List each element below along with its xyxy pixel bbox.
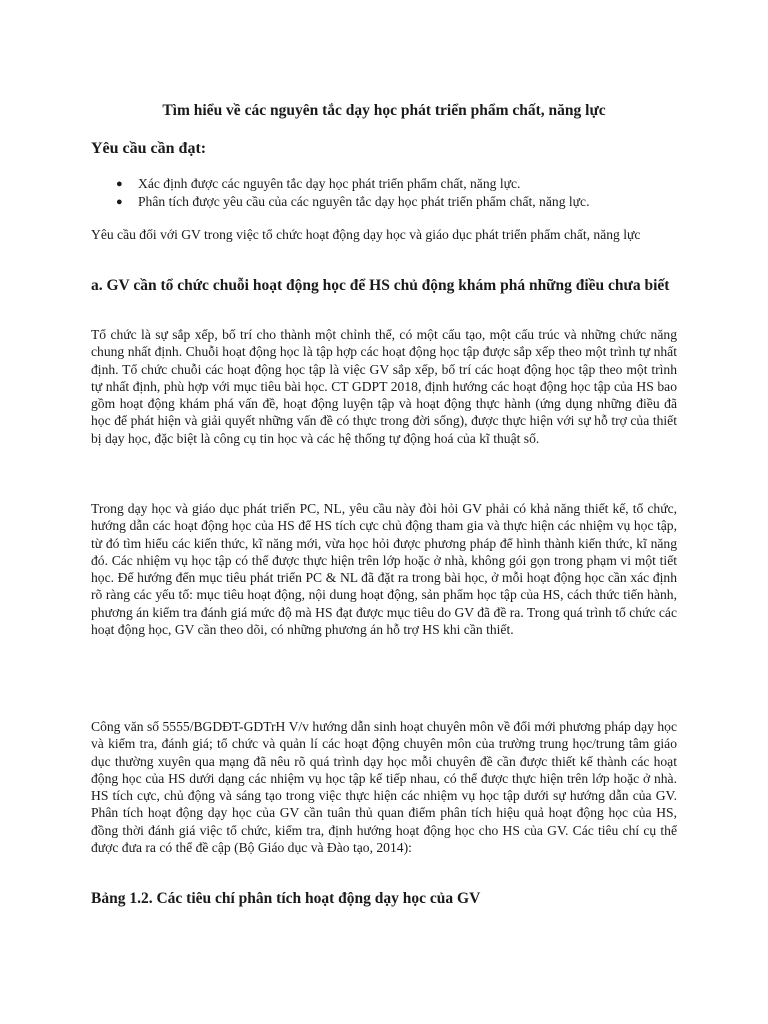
paragraph-2: Trong dạy học và giáo dục phát triển PC, NL, yêu cầu này đòi hỏi GV phải có khả năng thiết kế, tổ chức, hướng dẫn các hoạt động học của HS để HS tích cực chủ động tham gia và thực hiện các nhiệm vụ học tập, từ đó tìm hiểu các kiến thức, kĩ năng mới, vừa học hỏi được phương pháp để hình thành kiến thức, kĩ năng đó. Các nhiệm vụ học tập có thể được thực hiện trên lớp hoặc ở nhà, không gói gọn trong phạm vi một tiết học. Để hướng đến mục tiêu phát triển PC & NL đã đặt ra trong bài học, ở mỗi hoạt động học cần xác định rõ ràng các yếu tố: mục tiêu hoạt động, nội dung hoạt động, sản phẩm học tập của HS, cách thức tiến hành, phương án kiểm tra đánh giá mức độ mà HS đạt được mục tiêu do GV đã đề ra. Trong quá trình tổ chức các hoạt động học, GV cần theo dõi, có những phương án hỗ trợ HS khi cần thiết.: [91, 501, 677, 638]
paragraph-1: Tổ chức là sự sắp xếp, bố trí cho thành một chỉnh thể, có một cấu tạo, một cấu trúc và những chức năng chung nhất định. Chuỗi hoạt động học là tập hợp các hoạt động học tập được sắp xếp theo một trình tự nhất định. Tổ chức chuỗi các hoạt động học tập là việc GV sắp xếp, bố trí các hoạt động học tập theo một trình tự nhất định, phù hợp với mục tiêu bài học. CT GDPT 2018, định hướng các hoạt động học tập của HS bao gồm hoạt động khám phá vấn đề, hoạt động luyện tập và hoạt động thực hành (ứng dụng những điều đã học để phát hiện và giải quyết những vấn đề có thực trong đời sống), được thực hiện với sự hỗ trợ của thiết bị dạy học, đặc biệt là công cụ tin học và các hệ thống tự động hoá của kĩ thuật số.: [91, 327, 677, 446]
list-item: [91, 175, 589, 193]
requirements-list: [91, 175, 589, 211]
bullet-icon: ●: [116, 178, 123, 190]
section-a-heading: a. GV cần tổ chức chuỗi hoạt động học để HS chủ động khám phá những điều chưa biết: [91, 277, 670, 294]
requirements-heading: Yêu cầu cần đạt:: [91, 140, 207, 157]
intro-paragraph: Yêu cầu đối với GV trong việc tổ chức hoạt động dạy học và giáo dục phát triển phẩm chất, năng lực: [91, 227, 641, 242]
list-item-text: Xác định được các nguyên tắc dạy học phát triển phẩm chất, năng lực.: [138, 176, 521, 191]
table-caption: Bảng 1.2. Các tiêu chí phân tích hoạt động dạy học của GV: [91, 890, 481, 907]
paragraph-3: Công văn số 5555/BGDĐT-GDTrH V/v hướng dẫn sinh hoạt chuyên môn về đổi mới phương pháp dạy học và kiểm tra, đánh giá; tổ chức và quản lí các hoạt động chuyên môn của trường trung học/trung tâm giáo dục thường xuyên qua mạng đã nêu rõ quá trình dạy học mỗi chuyên đề cần được thiết kế thành các hoạt động học của HS dưới dạng các nhiệm vụ học tập kế tiếp nhau, có thể được thực hiện trên lớp hoặc ở nhà. HS tích cực, chủ động và sáng tạo trong việc thực hiện các nhiệm vụ học tập dưới sự hướng dẫn của GV. Phân tích hoạt động dạy học của GV cần tuân thủ quan điểm phân tích hiệu quả hoạt động học của HS, đồng thời đánh giá việc tổ chức, kiểm tra, định hướng hoạt động học cho HS của GV. Các tiêu chí cụ thể được đưa ra có thể đề cập (Bộ Giáo dục và Đào tạo, 2014):: [91, 719, 677, 856]
bullet-icon: ●: [116, 196, 123, 208]
list-item: [91, 193, 589, 211]
document-title: Tìm hiểu về các nguyên tắc dạy học phát triển phẩm chất, năng lực: [162, 102, 606, 119]
list-item-text: Phân tích được yêu cầu của các nguyên tắc dạy học phát triển phẩm chất, năng lực.: [138, 194, 590, 209]
